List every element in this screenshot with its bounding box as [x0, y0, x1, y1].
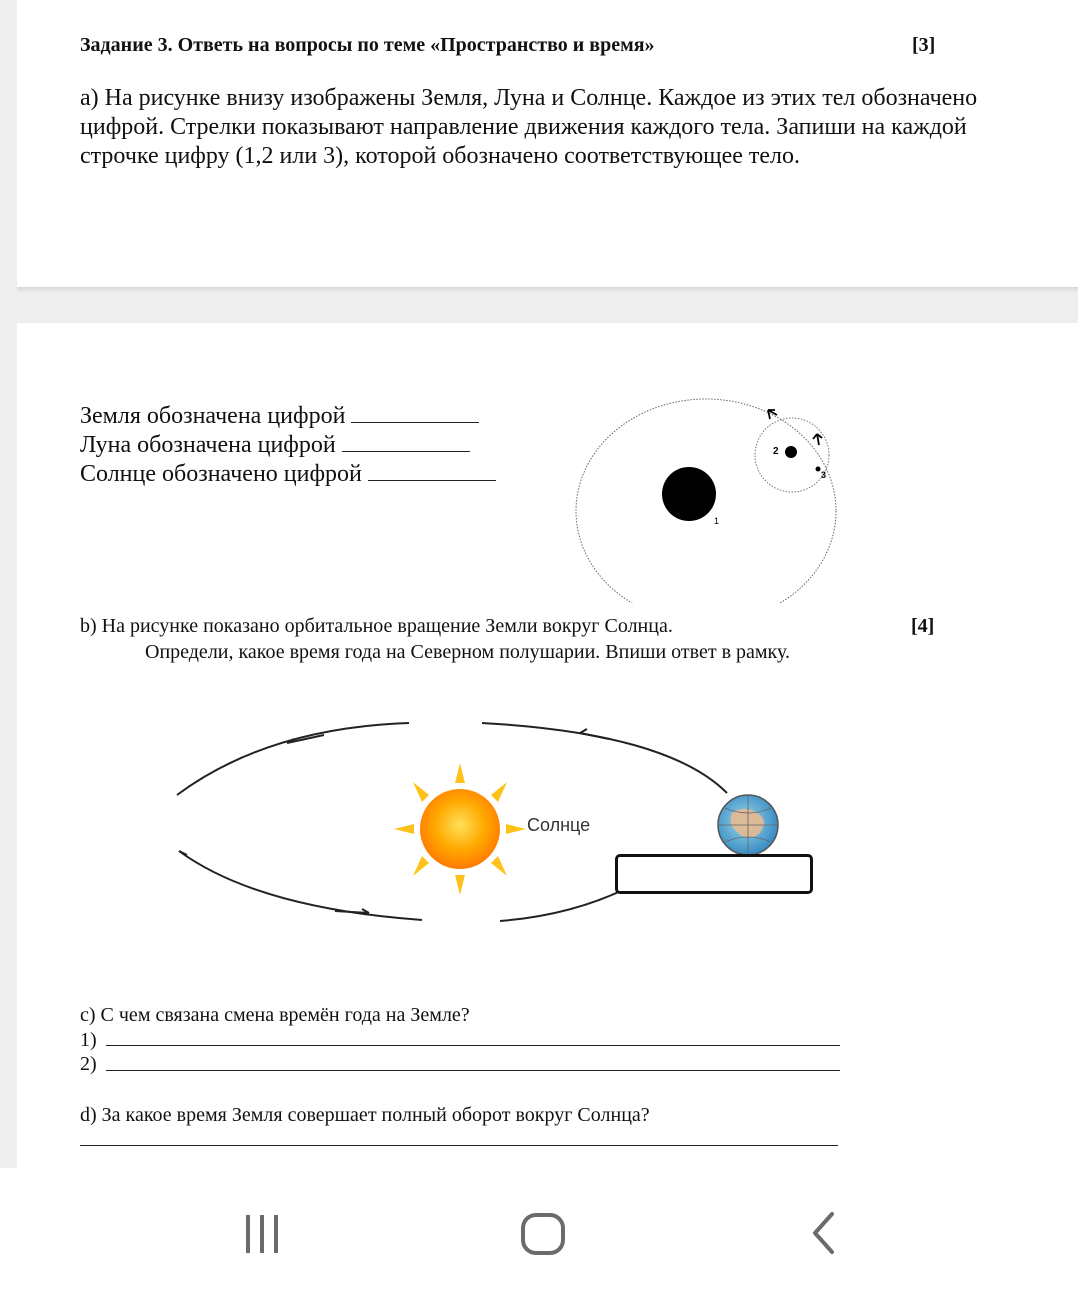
sun-body — [662, 467, 716, 521]
page-separator — [17, 287, 1078, 293]
part-c-answer-line-1[interactable] — [106, 1045, 840, 1046]
season-diagram — [147, 708, 827, 938]
orbit-diagram — [557, 383, 867, 603]
orbit-arc-bottom-left — [179, 851, 422, 920]
part-c-question: c) С чем связана смена времён года на Земле? — [80, 1004, 470, 1026]
part-b-line1: b) На рисунке показано орбитальное вращение Земли вокруг Солнца. — [80, 615, 673, 637]
part-c-answer-line-2[interactable] — [106, 1070, 840, 1071]
earth-line — [80, 403, 479, 430]
orbit-arrow-top-right-icon — [580, 729, 609, 739]
moon-arrow-icon — [813, 434, 822, 445]
moon-body — [816, 467, 821, 472]
orbit-arc-top-right — [482, 723, 727, 793]
part-b-line2: Определи, какое время года на Северном полушарии. Впиши ответ в рамку. — [145, 641, 790, 663]
moon-answer-blank[interactable] — [342, 433, 470, 452]
earth-line-label: Земля обозначена цифрой — [80, 403, 346, 429]
label-3: 3 — [821, 470, 827, 480]
orbit-arc-top-left — [177, 723, 409, 795]
task-title: Задание 3. Ответь на вопросы по теме «Пространство и время» — [80, 34, 655, 56]
part-b-marks: [4] — [911, 615, 935, 637]
part-c-item-1 — [80, 1029, 97, 1052]
page-2 — [17, 323, 1078, 1168]
part-d-answer-line[interactable] — [80, 1145, 838, 1146]
sun-answer-blank[interactable] — [368, 462, 496, 481]
earth-answer-blank[interactable] — [351, 404, 479, 423]
earth-globe-icon — [718, 795, 778, 855]
part-d-question: d) За какое время Земля совершает полный оборот вокруг Солнца? — [80, 1104, 650, 1126]
sun-line-label: Солнце обозначено цифрой — [80, 461, 362, 487]
orbit-arrow-bottom-left-icon — [179, 851, 369, 913]
label-2: 2 — [773, 446, 779, 457]
sun-icon — [394, 763, 526, 895]
part-a-text: а) На рисунке внизу изображены Земля, Луна и Солнце. Каждое из этих тел обозначено цифрой. Стрелки показывают направление движения каждого тела. Запиши на каждой строчке цифру (1,2 или 3), которой обозначено соответствующее тело. — [80, 85, 978, 169]
navigation-bar — [0, 1168, 1078, 1295]
task-marks: [3] — [912, 34, 936, 56]
part-c-item-1-label: 1) — [80, 1029, 97, 1051]
page-1 — [17, 0, 1078, 287]
home-icon — [513, 1208, 573, 1268]
sun-label: Солнце — [527, 815, 591, 835]
part-c-item-2-label: 2) — [80, 1053, 97, 1075]
earth-body — [785, 446, 797, 458]
label-1: 1 — [714, 516, 720, 526]
moon-line — [80, 432, 470, 459]
back-button[interactable] — [800, 1208, 860, 1268]
part-c-item-2 — [80, 1053, 97, 1076]
sun-line — [80, 461, 496, 488]
moon-line-label: Луна обозначена цифрой — [80, 432, 336, 458]
season-answer-box[interactable] — [615, 854, 813, 894]
recent-apps-icon — [236, 1208, 296, 1268]
home-button[interactable] — [513, 1208, 573, 1268]
back-icon — [800, 1208, 860, 1268]
recent-apps-button[interactable] — [236, 1208, 296, 1268]
